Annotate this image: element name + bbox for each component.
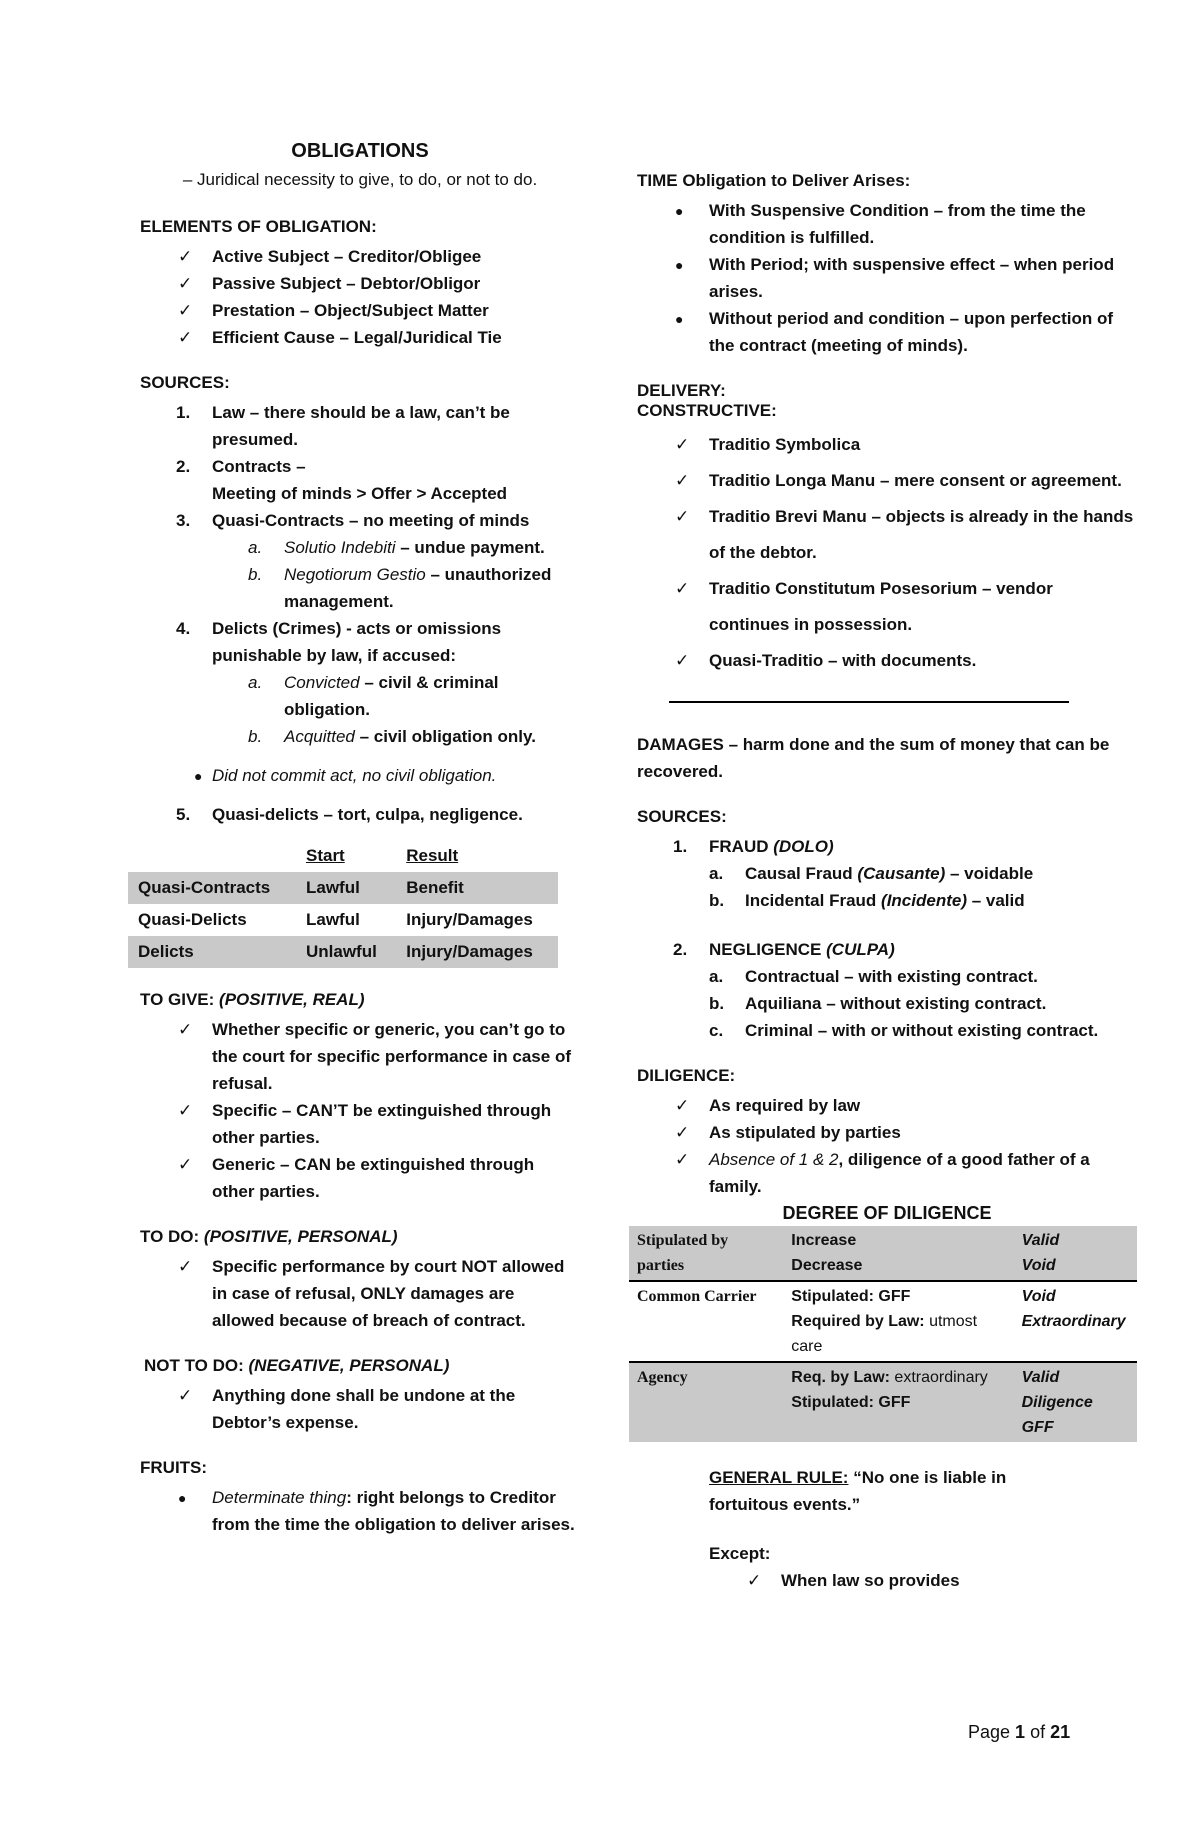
left-column bbox=[140, 140, 580, 1538]
table-row: Quasi-Contracts Lawful Benefit bbox=[128, 872, 558, 904]
table-row: Agency Req. by Law: extraordinary Stipulated: GFF Valid Diligence GFF bbox=[629, 1362, 1137, 1442]
checkmark-icon: ✓ bbox=[675, 507, 690, 526]
checkmark-icon: ✓ bbox=[178, 1155, 193, 1174]
list-item: ● Without period and condition – upon perfection of the contract (meeting of minds). bbox=[709, 305, 1137, 359]
list-item: ✓ Specific – CAN’T be extinguished through other parties. bbox=[212, 1097, 580, 1151]
list-item: ✓ Traditio Brevi Manu – objects is already in the hands of the debtor. bbox=[709, 499, 1137, 571]
checkmark-icon: ✓ bbox=[675, 471, 690, 490]
list-item: ✓ As required by law bbox=[709, 1092, 1137, 1119]
to-do-list bbox=[140, 1253, 580, 1334]
list-item: ● Determinate thing: right belongs to Creditor from the time the obligation to deliver arises. bbox=[212, 1484, 580, 1538]
sub-list-item: b. Incidental Fraud (Incidente) – valid bbox=[709, 891, 1025, 910]
not-to-do-heading: NOT TO DO: (NEGATIVE, PERSONAL) bbox=[144, 1356, 450, 1375]
list-item: ✓ Active Subject – Creditor/Obligee bbox=[212, 243, 580, 270]
list-item: ✓ Anything done shall be undone at the Debtor’s expense. bbox=[212, 1382, 580, 1436]
to-do-heading: TO DO: (POSITIVE, PERSONAL) bbox=[140, 1227, 398, 1246]
list-item: 1. Law – there should be a law, can’t be presumed. bbox=[176, 403, 510, 449]
list-item: ✓ Generic – CAN be extinguished through other parties. bbox=[212, 1151, 580, 1205]
list-item: ● With Period; with suspensive effect – when period arises. bbox=[709, 251, 1137, 305]
sources-heading: SOURCES: bbox=[140, 373, 230, 392]
page-title: OBLIGATIONS bbox=[291, 140, 429, 162]
list-item: 5. Quasi-delicts – tort, culpa, negligence. bbox=[176, 805, 523, 824]
list-item: ✓ As stipulated by parties bbox=[709, 1119, 1137, 1146]
delivery-heading: DELIVERY: bbox=[637, 381, 726, 400]
delivery-list bbox=[637, 427, 1137, 679]
checkmark-icon: ✓ bbox=[178, 1101, 193, 1120]
bullet-icon: ● bbox=[675, 311, 684, 327]
sub-list-item: c. Criminal – with or without existing contract. bbox=[709, 1021, 1099, 1040]
list-item: ✓ Traditio Constitutum Posesorium – vendor continues in possession. bbox=[709, 571, 1137, 643]
list-item: 4. Delicts (Crimes) - acts or omissions punishable by law, if accused: bbox=[176, 619, 502, 665]
sources-table bbox=[128, 840, 558, 968]
to-give-list bbox=[140, 1016, 580, 1205]
checkmark-icon: ✓ bbox=[178, 1020, 193, 1039]
except-heading: Except: bbox=[709, 1544, 771, 1563]
diligence-heading: DILIGENCE: bbox=[637, 1066, 736, 1085]
bullet-icon: ● bbox=[194, 768, 203, 784]
right-column bbox=[637, 171, 1137, 1594]
checkmark-icon: ✓ bbox=[675, 435, 690, 454]
checkmark-icon: ✓ bbox=[178, 1386, 193, 1405]
bullet-icon: ● bbox=[675, 257, 684, 273]
time-list bbox=[637, 197, 1137, 359]
sub-list-item: a. Contractual – with existing contract. bbox=[709, 967, 1038, 986]
table-row: Quasi-Delicts Lawful Injury/Damages bbox=[138, 910, 533, 929]
list-item: ✓ Specific performance by court NOT allowed in case of refusal, ONLY damages are allowed because of breach of contract. bbox=[212, 1253, 580, 1334]
fruits-heading: FRUITS: bbox=[140, 1458, 208, 1477]
list-item: ✓ Traditio Longa Manu – mere consent or agreement. bbox=[709, 463, 1137, 499]
list-item: 2. Contracts – bbox=[176, 457, 306, 476]
checkmark-icon: ✓ bbox=[675, 1123, 690, 1142]
list-item: ✓ Quasi-Traditio – with documents. bbox=[709, 643, 1137, 679]
list-item: 1. FRAUD (DOLO) bbox=[673, 837, 834, 856]
list-item: Meeting of minds > Offer > Accepted bbox=[212, 484, 508, 503]
sub-list-item: b. Acquitted – civil obligation only. bbox=[248, 727, 536, 746]
sub-list-item: b. Negotiorum Gestio – unauthorized management. bbox=[248, 565, 552, 611]
list-item: ✓ Prestation – Object/Subject Matter bbox=[212, 297, 580, 324]
constructive-heading: CONSTRUCTIVE: bbox=[637, 401, 777, 420]
degree-table bbox=[629, 1226, 1137, 1442]
definition: – Juridical necessity to give, to do, or not to do. bbox=[182, 170, 538, 189]
list-item: ● With Suspensive Condition – from the time the condition is fulfilled. bbox=[709, 197, 1137, 251]
page-number: Page 1 of 21 bbox=[968, 1722, 1071, 1742]
checkmark-icon: ✓ bbox=[675, 579, 690, 598]
checkmark-icon: ✓ bbox=[747, 1571, 762, 1590]
time-heading: TIME Obligation to Deliver Arises: bbox=[637, 171, 911, 190]
checkmark-icon: ✓ bbox=[178, 247, 193, 266]
checkmark-icon: ✓ bbox=[178, 301, 193, 320]
section-divider bbox=[669, 701, 1069, 703]
checkmark-icon: ✓ bbox=[178, 274, 193, 293]
damages-sources-heading: SOURCES: bbox=[637, 807, 727, 826]
list-item: ✓ Whether specific or generic, you can’t go to the court for specific performance in case of refusal. bbox=[212, 1016, 580, 1097]
fruits-list bbox=[140, 1484, 580, 1538]
list-item: ✓ Absence of 1 & 2, diligence of a good father of a family. bbox=[709, 1146, 1137, 1200]
elements-list bbox=[140, 243, 580, 351]
not-to-do-list bbox=[140, 1382, 580, 1436]
list-item: 3. Quasi-Contracts – no meeting of minds bbox=[176, 511, 530, 530]
damages-sources-list bbox=[637, 833, 1137, 1044]
checkmark-icon: ✓ bbox=[675, 651, 690, 670]
to-give-heading: TO GIVE: (POSITIVE, REAL) bbox=[140, 990, 365, 1009]
table-row: Delicts Unlawful Injury/Damages bbox=[128, 936, 558, 968]
list-item: 2. NEGLIGENCE (CULPA) bbox=[673, 940, 895, 959]
sub-list-item: b. Aquiliana – without existing contract. bbox=[709, 994, 1047, 1013]
bullet-icon: ● bbox=[675, 203, 684, 219]
note: ● Did not commit act, no civil obligation. bbox=[140, 762, 580, 789]
general-rule: GENERAL RULE: “No one is liable in fortuitous events.” bbox=[709, 1468, 1007, 1514]
diligence-list bbox=[637, 1092, 1137, 1200]
damages-definition: DAMAGES – harm done and the sum of money that can be recovered. bbox=[637, 735, 1110, 781]
bullet-icon: ● bbox=[178, 1490, 187, 1506]
degree-heading: DEGREE OF DILIGENCE bbox=[782, 1203, 992, 1223]
sources-list bbox=[140, 399, 580, 750]
sub-list-item: a. Causal Fraud (Causante) – voidable bbox=[709, 864, 1034, 883]
list-item: ✓ Efficient Cause – Legal/Juridical Tie bbox=[212, 324, 580, 351]
list-item: ✓ Traditio Symbolica bbox=[709, 427, 1137, 463]
elements-heading: ELEMENTS OF OBLIGATION: bbox=[140, 217, 377, 236]
list-item: ✓ Passive Subject – Debtor/Obligor bbox=[212, 270, 580, 297]
list-item: ✓ When law so provides bbox=[637, 1567, 1137, 1594]
sub-list-item: a. Convicted – civil & criminal obligation. bbox=[248, 673, 499, 719]
checkmark-icon: ✓ bbox=[675, 1096, 690, 1115]
checkmark-icon: ✓ bbox=[178, 328, 193, 347]
table-row: Stipulated by parties Increase Decrease Valid Void bbox=[629, 1226, 1137, 1281]
checkmark-icon: ✓ bbox=[675, 1150, 690, 1169]
table-header-row: Start Result bbox=[305, 846, 459, 865]
table-row: Common Carrier Stipulated: GFF Required by Law: utmost care Void Extraordinary bbox=[629, 1281, 1137, 1362]
checkmark-icon: ✓ bbox=[178, 1257, 193, 1276]
sub-list-item: a. Solutio Indebiti – undue payment. bbox=[248, 538, 545, 557]
